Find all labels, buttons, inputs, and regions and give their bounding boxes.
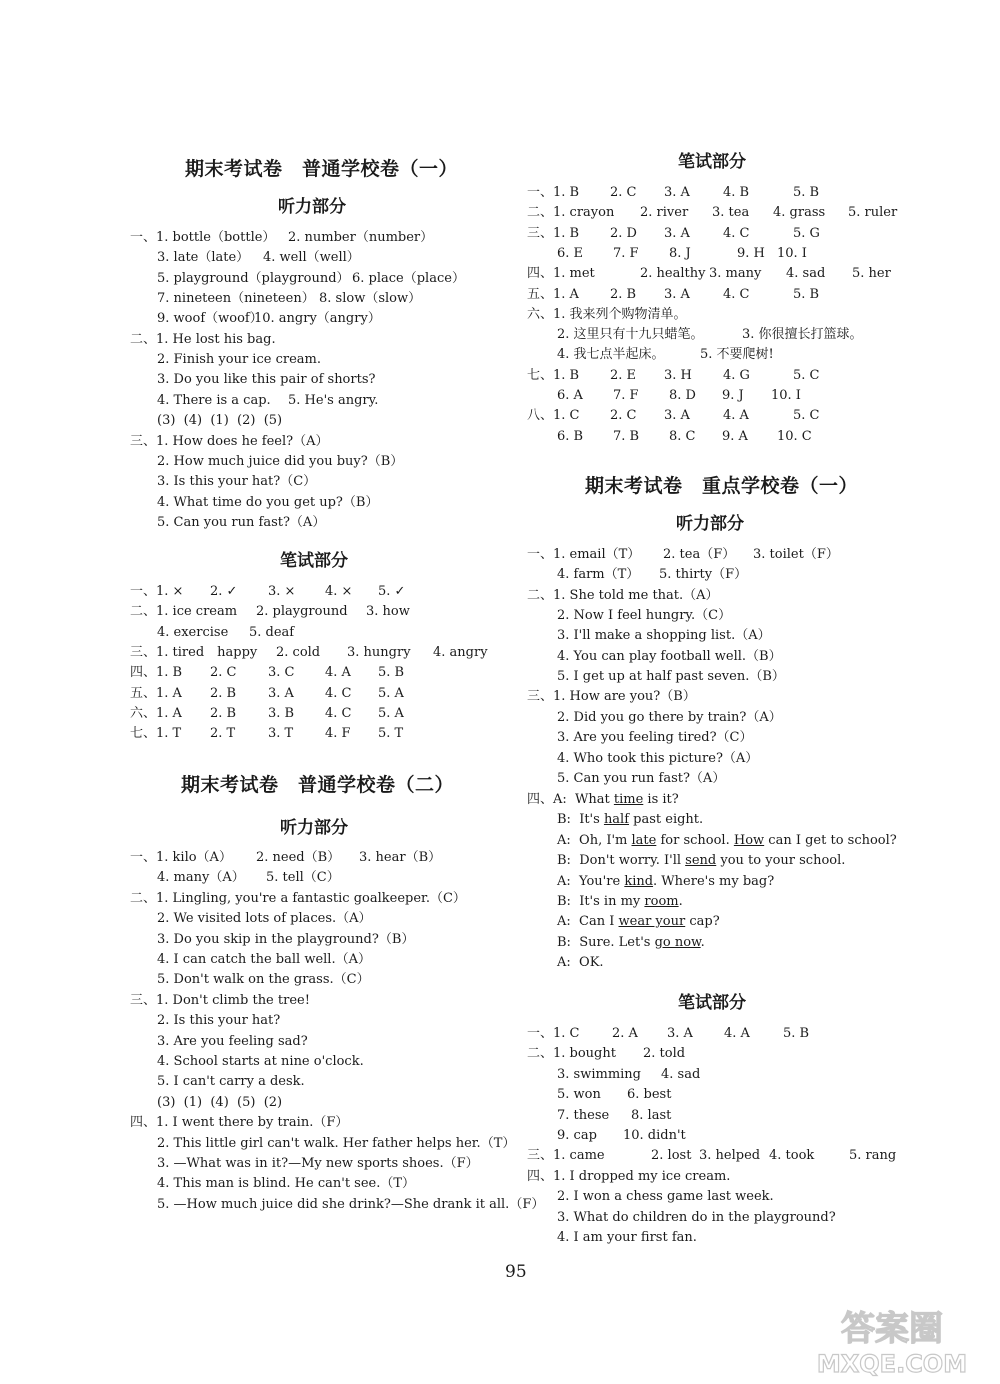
answer-item: 二、1. ice cream — [130, 604, 238, 620]
dialog-fragment: . — [678, 894, 683, 909]
answer-item: 四、1. met — [527, 266, 595, 282]
answer-item: 5. rang — [849, 1148, 897, 1164]
answer-item: 4. I can catch the ball well.（A） — [157, 952, 371, 967]
answer-item: 2. Finish your ice cream. — [157, 352, 321, 368]
listening-title: 听力部分 — [280, 818, 348, 838]
answer-item: 5. C — [793, 408, 820, 424]
answer-item: 8. last — [631, 1107, 672, 1123]
answer-item: 五、1. A — [130, 685, 182, 701]
answer-item: 六、1. 我来列个购物清单。 — [527, 306, 687, 322]
answer-item: 2. A — [612, 1026, 638, 1041]
section-title: 期末考试卷 普通学校卷（二） — [181, 774, 455, 796]
answer-item: 5. —How much juice did she drink?—She drank it all.（F） — [157, 1196, 545, 1212]
answer-item: 7. F — [613, 388, 639, 403]
section-title: 期末考试卷 普通学校卷（一） — [185, 158, 459, 180]
answer-item: 4. sad — [661, 1066, 701, 1082]
answer-item: 4. This man is blind. He can't see.（T） — [157, 1176, 416, 1192]
answer-item: 10. I — [771, 388, 801, 403]
filled-blank: wear your — [618, 914, 686, 930]
answer-item: 一、1. kilo（A） — [130, 850, 232, 865]
answer-item: 3. T — [268, 726, 294, 742]
dialog-fragment: is it? — [643, 792, 679, 807]
answer-item: 2. How much juice did you buy?（B） — [157, 453, 404, 469]
answer-item: 7. F — [613, 245, 639, 261]
answer-item: 6. place（place） — [352, 270, 465, 286]
answer-item: 2. C — [610, 185, 637, 200]
answer-item: 二、1. bought — [527, 1046, 616, 1062]
answer-item: 4. Who took this picture?（A） — [557, 750, 759, 766]
dialog-line — [557, 872, 774, 892]
answer-item: 5. ruler — [848, 205, 898, 221]
dialog-text — [557, 935, 705, 950]
answer-item: 2. E — [610, 367, 637, 383]
answer-item: 二、1. crayon — [527, 205, 615, 221]
answer-item: 5. 不要爬树! — [700, 347, 774, 363]
answer-item: 一、1. C — [527, 1026, 580, 1041]
dialog-text — [557, 833, 897, 848]
answer-item: 一、1. bottle（bottle） — [130, 230, 276, 245]
answer-item: 4. × — [325, 584, 353, 599]
answer-item: 3. Do you like this pair of shorts? — [157, 372, 376, 388]
answer-item: 5. thirty（F） — [659, 567, 748, 583]
answer-item: 4. farm（T） — [557, 567, 640, 583]
answer-item: 5. Can you run fast?（A） — [157, 514, 326, 530]
dialog-line — [557, 933, 705, 953]
answer-item: 2. C — [610, 408, 637, 424]
answer-item: 8. C — [669, 428, 696, 444]
answer-item: 3. A — [664, 408, 690, 424]
answer-item: 2. playground — [256, 604, 348, 620]
filled-blank: time — [613, 792, 644, 807]
answer-item: 10. I — [777, 245, 807, 261]
answer-item: 5. deaf — [249, 624, 295, 640]
answer-item: 2. This little girl can't walk. Her father helps her.（T） — [157, 1135, 516, 1151]
answer-item: 3. C — [268, 665, 295, 681]
answer-item: 2. T — [210, 726, 236, 742]
answer-item: 三、1. tired happy — [130, 644, 258, 660]
dialog-fragment: you to your school. — [716, 853, 846, 869]
answer-item: 2. 这里只有十九只蜡笔。 — [557, 327, 704, 343]
answer-item: (3) (4) (1) (2) (5) — [157, 413, 283, 429]
answer-item: 四、1. I went there by train.（F） — [130, 1115, 349, 1131]
dialog-fragment: . Where's my bag? — [653, 873, 775, 889]
dialog-fragment: 四、A: What — [527, 792, 614, 807]
answer-item: 5. playground（playground） — [157, 270, 350, 286]
answer-item: 三、1. Don't climb the tree! — [130, 992, 310, 1008]
answer-item: 5. A — [378, 685, 404, 701]
answer-item: 4. B — [723, 185, 750, 200]
answer-item: 3. B — [268, 705, 295, 721]
answer-item: 3. —What was in it?—My new sports shoes.（F） — [157, 1156, 479, 1171]
answer-item: 2. C — [210, 665, 237, 681]
answer-item: 9. A — [722, 428, 748, 444]
answer-item: 2. river — [640, 205, 689, 221]
filled-blank: half — [603, 812, 630, 828]
answer-item: 10. angry（angry） — [254, 311, 381, 327]
dialog-fragment: A: Oh, I'm — [557, 832, 632, 848]
dialog-text — [557, 914, 720, 929]
dialog-fragment: A: OK. — [557, 955, 604, 971]
answer-item: 4. What time do you get up?（B） — [157, 494, 379, 510]
answer-item: 二、1. He lost his bag. — [130, 331, 276, 347]
answer-item: 4. 我七点半起床。 — [557, 347, 665, 363]
answer-item: 2. Did you go there by train?（A） — [557, 709, 782, 725]
answer-item: 二、1. She told me that.（A） — [527, 587, 719, 603]
answer-item: 6. best — [627, 1087, 672, 1103]
answer-item: 4. G — [723, 367, 750, 383]
answer-item: 三、1. How are you?（B） — [527, 689, 696, 705]
answer-item: 一、1. B — [527, 185, 580, 200]
answer-item: 4. exercise — [157, 624, 229, 640]
answer-item: 2. Now I feel hungry.（C） — [557, 608, 732, 624]
answer-item: 3. Are you feeling sad? — [157, 1033, 308, 1049]
answer-item: 3. helped — [699, 1148, 761, 1164]
answer-item: 4. School starts at nine o'clock. — [157, 1054, 364, 1069]
answer-item: 2. We visited lots of places.（A） — [157, 911, 372, 927]
answer-item: (3) (1) (4) (5) (2) — [157, 1094, 283, 1110]
answer-item: 一、1. email（T） — [527, 547, 641, 562]
answer-item: 3. A — [664, 286, 690, 302]
listening-title: 听力部分 — [676, 514, 744, 534]
answer-item: 9. woof（woof） — [157, 311, 263, 327]
answer-item: 2. number（number） — [288, 230, 434, 245]
watermark-url: MXQE.COM — [816, 1350, 968, 1378]
answer-item: 5. tell（C） — [266, 870, 340, 886]
answer-item: 9. cap — [557, 1128, 597, 1143]
answer-item: 3. × — [268, 584, 296, 599]
answer-item: 5. I can't carry a desk. — [157, 1074, 305, 1090]
answer-item: 四、1. I dropped my ice cream. — [527, 1168, 731, 1184]
answer-item: 7. nineteen（nineteen） — [157, 291, 315, 307]
answer-item: 5. her — [852, 266, 891, 282]
answer-item: 3. A — [268, 685, 294, 701]
dialog-line — [527, 790, 679, 810]
answer-item: 5. B — [783, 1026, 810, 1041]
dialog-fragment: A: Can I — [557, 914, 619, 930]
dialog-line — [557, 851, 845, 871]
dialog-text — [557, 894, 683, 909]
answer-item: 七、1. T — [130, 726, 182, 742]
answer-item: 3. many — [709, 266, 762, 282]
answer-item: 2. healthy — [640, 266, 706, 282]
dialog-text — [557, 812, 703, 827]
answer-item: 6. A — [557, 388, 583, 403]
answer-item: 4. C — [723, 286, 750, 302]
answer-item: 7. these — [557, 1107, 610, 1123]
answer-item: 5. B — [793, 185, 820, 200]
answer-item: 3. I'll make a shopping list.（A） — [557, 628, 771, 644]
dialog-fragment: can I get to school? — [764, 832, 897, 848]
page-number: 95 — [505, 1262, 527, 1282]
answer-item: 二、1. Lingling, you're a fantastic goalkeeper.（C） — [130, 890, 466, 906]
answer-item: 9. J — [722, 388, 744, 403]
answer-item: 8. J — [669, 245, 691, 261]
answer-item: 四、1. B — [130, 665, 183, 681]
dialog-fragment: B: It's in my — [557, 894, 645, 909]
filled-blank: How — [733, 832, 765, 848]
answer-item: 8. slow（slow） — [319, 291, 422, 307]
dialog-text — [557, 955, 604, 970]
answer-item: 2. cold — [276, 644, 321, 660]
answer-item: 3. Do you skip in the playground?（B） — [157, 931, 415, 947]
answer-item: 5. A — [378, 705, 404, 721]
answer-item: 5. Don't walk on the grass.（C） — [157, 972, 370, 988]
answer-item: 3. hear（B） — [359, 850, 442, 865]
section-title: 期末考试卷 重点学校卷（一） — [585, 475, 859, 497]
dialog-fragment: cap? — [685, 914, 720, 930]
answer-item: 3. 你很擅长打篮球。 — [742, 327, 863, 343]
answer-item: 4. C — [325, 685, 352, 701]
answer-item: 5. T — [378, 726, 404, 742]
dialog-fragment: for school. — [656, 832, 734, 848]
answer-item: 4. C — [325, 705, 352, 721]
dialog-fragment: B: Don't worry. I'll — [557, 853, 686, 869]
answer-item: 3. A — [664, 185, 690, 200]
answer-item: 3. late（late） — [157, 250, 250, 266]
answer-item: 5. C — [793, 367, 820, 383]
answer-item: 5. G — [793, 225, 820, 241]
dialog-fragment: B: Sure. Let's — [557, 934, 655, 950]
answer-item: 3. hungry — [347, 644, 411, 660]
answer-item: 3. A — [667, 1026, 693, 1041]
answer-item: 4. sad — [786, 266, 826, 282]
answer-item: 3. What do children do in the playground? — [557, 1209, 836, 1225]
answer-item: 4. C — [723, 225, 750, 241]
answer-item: 3. H — [664, 367, 692, 383]
answer-item: 一、1. × — [130, 584, 184, 599]
answer-item: 2. B — [210, 705, 237, 721]
answer-item: 4. There is a cap. — [157, 392, 271, 408]
answer-item: 5. ✓ — [378, 584, 406, 599]
dialog-line — [557, 892, 683, 912]
answer-item: 4. F — [325, 726, 351, 742]
dialog-line — [557, 953, 604, 973]
dialog-text — [557, 853, 845, 868]
answer-item: 5. B — [378, 665, 405, 681]
answer-item: 4. A — [325, 665, 351, 681]
answer-item: 4. many（A） — [157, 870, 245, 886]
answer-item: 5. Can you run fast?（A） — [557, 770, 726, 786]
dialog-line — [557, 831, 897, 851]
answer-item: 4. You can play football well.（B） — [557, 648, 782, 664]
answer-item: 6. E — [557, 245, 584, 261]
watermark-text: 答案圈 — [841, 1309, 943, 1349]
answer-item: 五、1. A — [527, 286, 579, 302]
answer-item: 6. B — [557, 428, 584, 444]
answer-item: 2. B — [210, 685, 237, 701]
answer-item: 八、1. C — [527, 408, 580, 424]
answer-item: 2. told — [643, 1046, 686, 1062]
watermark-logo — [792, 1298, 992, 1378]
answer-item: 3. swimming — [557, 1066, 641, 1082]
answer-item: 8. D — [669, 388, 696, 403]
answer-item: 5. B — [793, 286, 820, 302]
answer-item: 三、1. came — [527, 1148, 605, 1164]
answer-item: 七、1. B — [527, 367, 580, 383]
answer-item: 3. A — [664, 225, 690, 241]
answer-item: 2. D — [610, 225, 637, 241]
answer-item: 9. H — [737, 245, 765, 261]
written-title: 笔试部分 — [280, 551, 348, 571]
dialog-text — [557, 874, 774, 889]
answer-item: 3. Is this your hat?（C） — [157, 474, 317, 490]
answer-item: 2. ✓ — [210, 584, 238, 599]
answer-item: 2. B — [610, 286, 637, 302]
dialog-line — [557, 810, 703, 830]
answer-item: 4. angry — [433, 644, 488, 660]
dialog-fragment: past eight. — [629, 812, 704, 828]
answer-item: 3. toilet（F） — [753, 547, 839, 562]
answer-item: 4. grass — [773, 205, 826, 221]
answer-item: 4. took — [769, 1148, 815, 1164]
answer-item: 2. Is this your hat? — [157, 1013, 281, 1029]
answer-item: 2. tea（F） — [663, 547, 736, 562]
answer-item: 4. I am your first fan. — [557, 1230, 697, 1245]
answer-item: 5. He's angry. — [288, 392, 379, 408]
dialog-fragment: B: It's — [557, 812, 604, 828]
answer-item: 10. didn't — [623, 1128, 686, 1143]
dialog-fragment: A: You're — [557, 873, 625, 889]
dialog-line — [557, 912, 720, 932]
answer-item: 2. need（B） — [256, 850, 341, 865]
filled-blank: send — [685, 853, 717, 869]
filled-blank: late — [631, 832, 657, 848]
answer-item: 3. tea — [712, 205, 750, 221]
answer-item: 4. well（well） — [263, 250, 360, 266]
answer-item: 2. lost — [651, 1148, 692, 1164]
listening-title: 听力部分 — [278, 197, 346, 217]
answer-item: 4. A — [724, 1026, 750, 1041]
answer-item: 3. Are you feeling tired?（C） — [557, 730, 753, 746]
answer-item: 10. C — [777, 428, 812, 444]
answer-item: 六、1. A — [130, 705, 182, 721]
answer-item: 3. how — [366, 604, 410, 620]
answer-item: 7. B — [613, 428, 640, 444]
answer-item: 5. won — [557, 1087, 601, 1103]
answer-item: 三、1. How does he feel?（A） — [130, 433, 329, 449]
answer-item: 三、1. B — [527, 225, 580, 241]
filled-blank: room — [644, 894, 679, 909]
dialog-text — [527, 792, 679, 807]
filled-blank: go now — [654, 934, 701, 950]
written-title: 笔试部分 — [678, 152, 746, 172]
filled-blank: kind — [624, 873, 654, 889]
answer-item: 4. A — [723, 408, 749, 424]
answer-item: 5. I get up at half past seven.（B） — [557, 669, 785, 685]
answer-item: 2. I won a chess game last week. — [557, 1189, 774, 1205]
written-title: 笔试部分 — [678, 993, 746, 1013]
dialog-fragment: . — [700, 934, 705, 950]
